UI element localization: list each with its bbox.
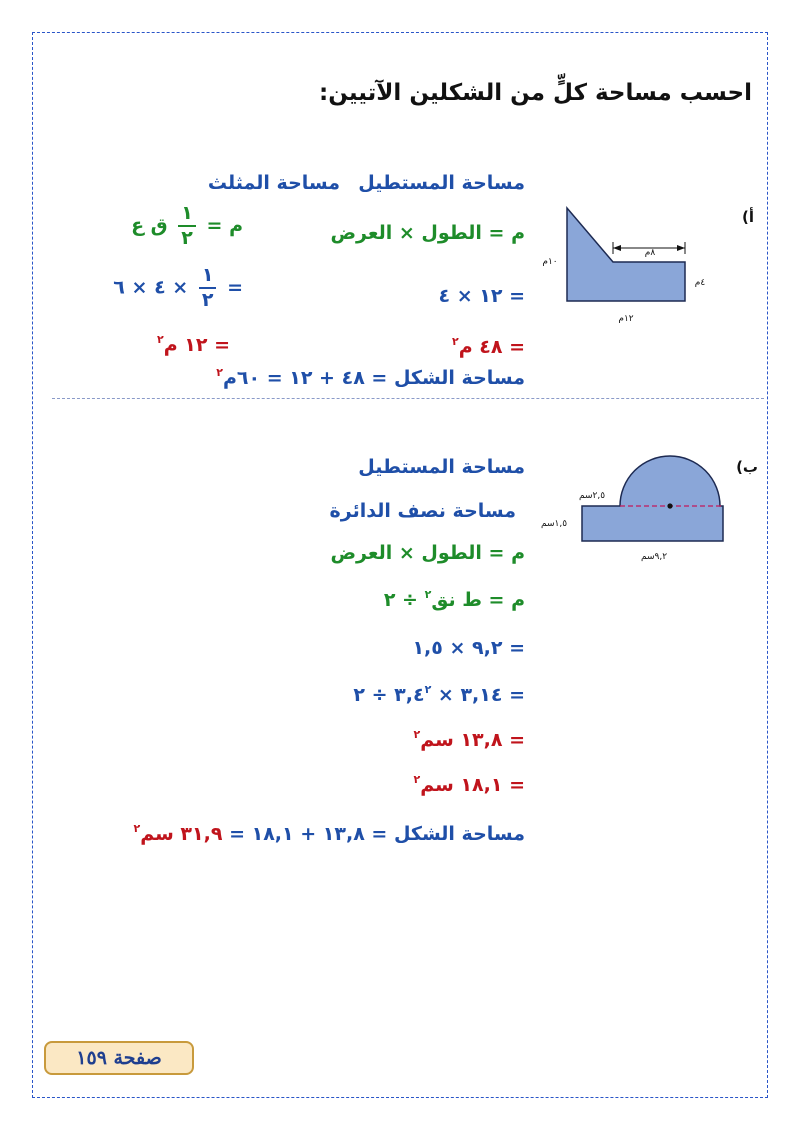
total-b: مساحة الشكل = ١٣,٨ + ١٨,١ = ٣١,٩ سم$^٢$: [133, 822, 525, 845]
fraction-half-2: $\frac{١}{٢}$: [199, 266, 217, 310]
part-a-figure: [530, 196, 720, 336]
tri-formula-lhs: م =: [206, 214, 243, 237]
label-top-a: ٨م: [644, 248, 656, 258]
rect-formula-a: م = الطول × العرض: [330, 222, 525, 244]
question-title: احسب مساحة كلٍّ من الشكلين الآتيين:: [319, 80, 752, 106]
center-point: [667, 503, 672, 508]
semi-heading-b: مساحة نصف الدائرة: [329, 500, 516, 522]
label-radius-b: ٢,٥سم: [578, 491, 606, 501]
label-height-b: ١,٥سم: [540, 519, 568, 529]
part-b-marker: ب): [736, 458, 758, 476]
semi-formula-b: م = ط نق$^٢$ ÷ ٢: [383, 588, 525, 611]
rect-heading-b: مساحة المستطيل: [358, 456, 525, 478]
rect-result-b: = ١٣,٨ سم$^٢$: [413, 728, 525, 751]
section-divider: [52, 398, 764, 399]
page-number-badge: صفحة ١٥٩: [44, 1041, 194, 1075]
tri-formula-a: [131, 204, 243, 248]
label-height-a: ١٠م: [542, 257, 558, 267]
rect-formula-b: م = الطول × العرض: [330, 542, 525, 564]
tri-heading-a: مساحة المثلث: [207, 172, 340, 194]
semi-calc-b: = ٣,١٤ × $٣,٤^٢$ ÷ ٢: [353, 683, 525, 706]
part-b-figure: [530, 446, 735, 566]
tri-calc-a: [113, 266, 243, 310]
rect-result-a: = ٤٨ م$^٢$: [451, 335, 525, 358]
tri-calc-rhs: × ٤ × ٦: [113, 276, 189, 299]
fraction-half: $\frac{١}{٢}$: [178, 204, 196, 248]
composite-shape-a: [567, 208, 685, 301]
label-bottom-a: ١٢م: [618, 314, 634, 324]
total-a: مساحة الشكل = ٤٨ + ١٢ = ٦٠م$^٢$: [216, 366, 525, 389]
rect-calc-b: = ٩,٢ × ١,٥: [412, 637, 525, 659]
part-a-marker: أ): [742, 208, 754, 226]
semi-result-b: = ١٨,١ سم$^٢$: [413, 773, 525, 796]
tri-calc-lhs: =: [227, 276, 243, 299]
tri-result-a: = ١٢ م$^٢$: [156, 333, 230, 356]
label-bottom-b: ٩,٢سم: [640, 552, 668, 562]
rect-heading-a: مساحة المستطيل: [358, 172, 525, 194]
rect-calc-a: = ١٢ × ٤: [438, 285, 525, 307]
label-right-a: ٤م: [694, 278, 706, 288]
tri-formula-rhs: ق ع: [131, 214, 168, 237]
